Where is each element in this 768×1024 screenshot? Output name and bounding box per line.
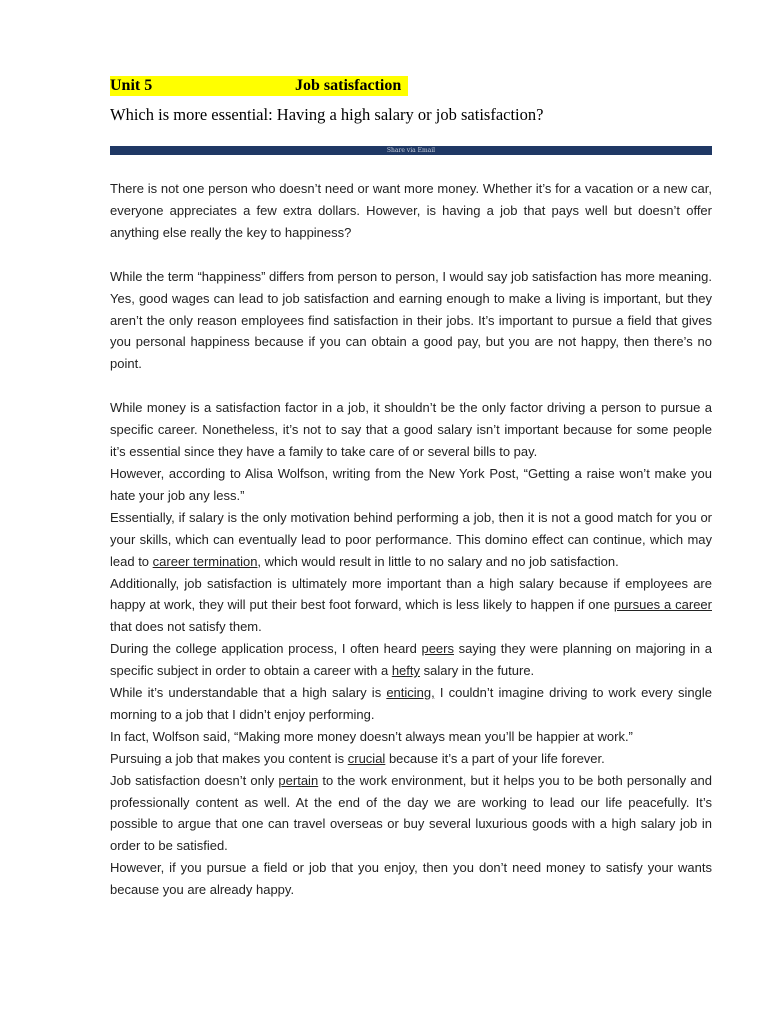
unit-heading [110, 76, 408, 96]
paragraph-text: Essentially, if salary is the only motivation behind performing a job, then it is not a good match for you or your skills, which can eventually lead to poor performance. This domino effect can continue, which may lead to [110, 509, 712, 569]
paragraph-text: While it’s understandable that a high salary is [110, 685, 387, 701]
paragraph-text: Job satisfaction doesn’t only [110, 772, 279, 788]
vocab-career-termination: career termination, [152, 553, 262, 569]
share-via-email-bar[interactable] [110, 146, 712, 155]
paragraph-text: Pursuing a job that makes you content is [110, 750, 348, 766]
paragraph: While money is a satisfaction factor in a job, it shouldn’t be the only factor driving a person to pursue a specific career. Nonetheless, it’s not to say that a good salary isn’t important because for some people it’s essential since they have a family to take care of or several bills to pay. [110, 400, 712, 460]
paragraph-text: I couldn’t imagine driving to work every single morning to a job that I didn’t enjoy performing. [110, 685, 712, 722]
paragraph-text: because it’s a part of your life forever. [385, 750, 605, 766]
paragraph [110, 573, 712, 639]
paragraph: In fact, Wolfson said, “Making more money doesn’t always mean you’ll be happier at work.” [110, 728, 633, 744]
paragraph-text: Additionally, job satisfaction is ultimately more important than a high salary because if employees are happy at work, they will put their best foot forward, which is less likely to happen if one [110, 575, 712, 613]
paragraph [110, 770, 712, 858]
paragraph [110, 638, 712, 682]
paragraph-text: salary in the future. [420, 663, 535, 679]
vocab-hefty: hefty [391, 663, 420, 679]
paragraph-text: that does not satisfy them. [110, 619, 262, 635]
paragraph: There is not one person who doesn’t need or want more money. Whether it’s for a vacation or a new car, everyone appreciates a few extra dollars. However, is having a job that pays well but doesn’t offer anything else really the key to happiness? [110, 181, 712, 240]
share-via-email-label[interactable]: Share via Email [386, 147, 436, 154]
vocab-pursues-a-career: pursues a career [613, 597, 712, 613]
vocab-pertain: pertain [278, 772, 319, 788]
paragraph-text: to the work environment, but it helps you to be both personally and professionally content as well. At the end of the day we are working to lead our life peacefully. It’s possible to argue that one can travel overseas or buy several luxurious goods with a high salary job in order to be satisfied. [110, 772, 712, 854]
paragraph [110, 682, 712, 726]
paragraph: However, according to Alisa Wolfson, writing from the New York Post, “Getting a raise won’t make you hate your job any less.” [110, 465, 712, 503]
paragraph-text: saying they were planning on majoring in a specific subject in order to obtain a career with a [110, 641, 712, 679]
paragraph [110, 748, 712, 770]
paragraph-text: which would result in little to no salary and no job satisfaction. [261, 553, 619, 569]
vocab-crucial: crucial [347, 750, 386, 766]
paragraph-text: During the college application process, I often heard [110, 641, 422, 657]
paragraph: While the term “happiness” differs from person to person, I would say job satisfaction has more meaning. Yes, good wages can lead to job satisfaction and earning enough to make a living is important, but they aren’t the only reason employees find satisfaction in their jobs. It’s important to pursue a field that gives you personal happiness because if you can obtain a good pay, but you are not happy, then there’s no point. [110, 268, 712, 372]
essay-body [110, 178, 712, 901]
unit-topic: Job satisfaction [295, 77, 402, 94]
unit-number: Unit 5 [110, 77, 153, 94]
paragraph: However, if you pursue a field or job that you enjoy, then you don’t need money to satisfy your wants because you are already happy. [110, 860, 712, 898]
vocab-peers: peers [421, 641, 454, 657]
vocab-enticing: enticing, [386, 685, 435, 701]
essay-question: Which is more essential: Having a high salary or job satisfaction? [110, 105, 544, 124]
paragraph [110, 507, 712, 573]
